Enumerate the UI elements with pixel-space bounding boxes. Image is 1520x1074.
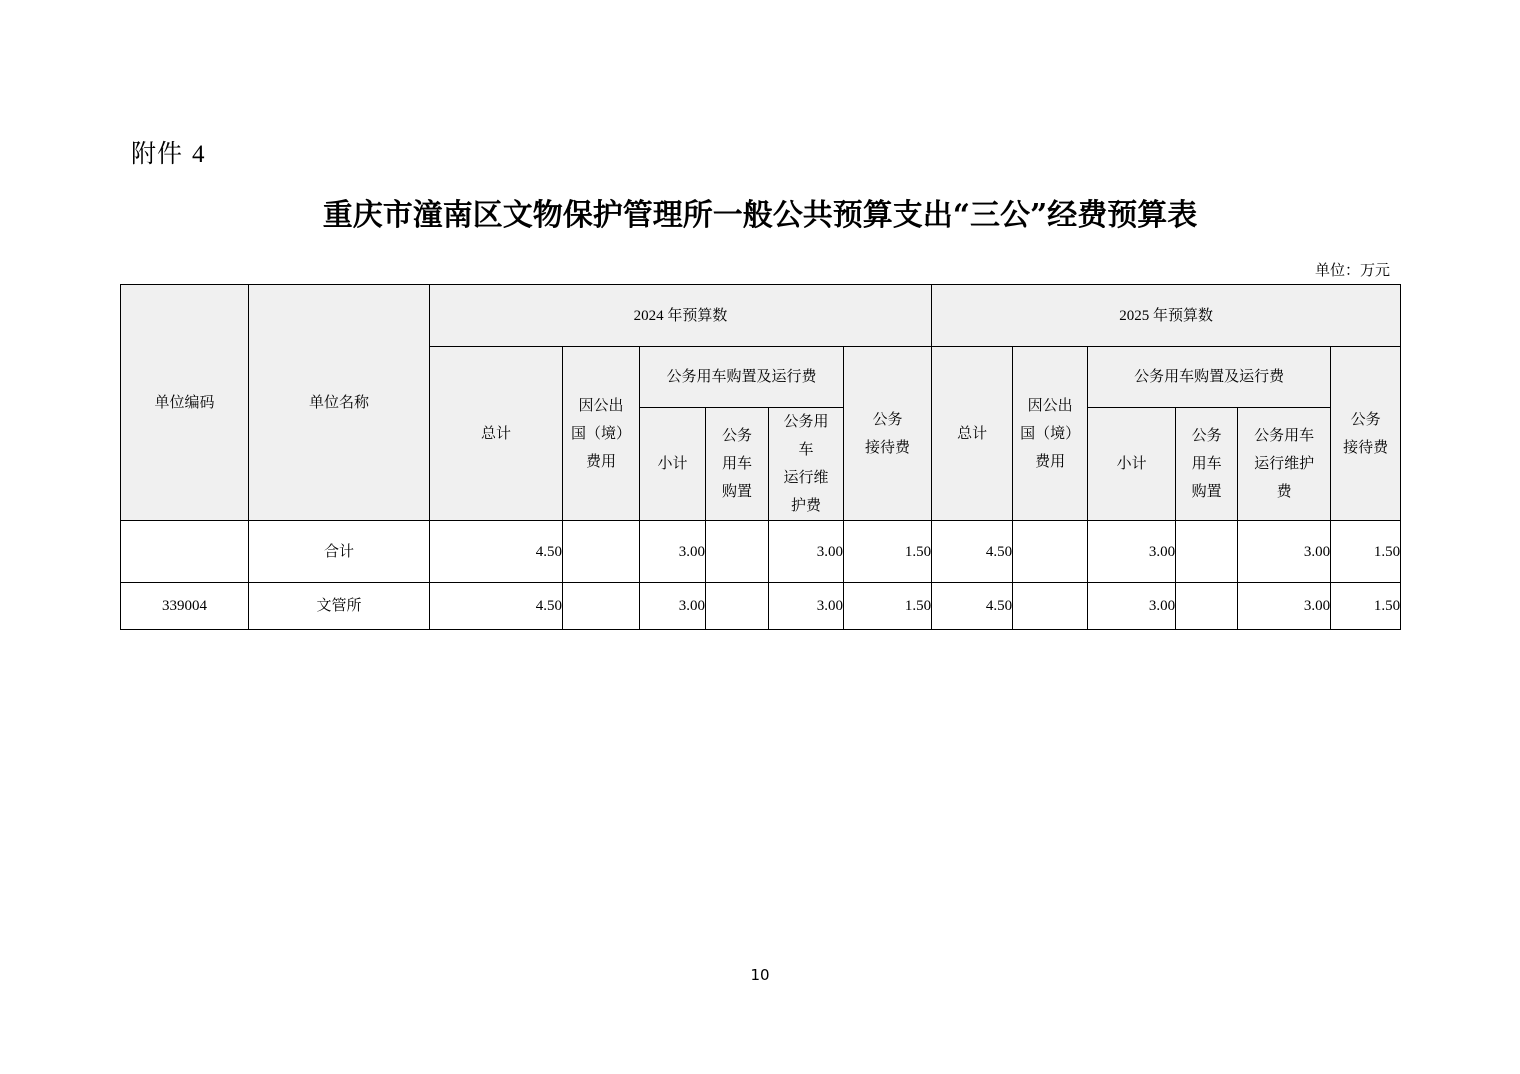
header-2025-abroad-line3: 费用 xyxy=(1035,453,1066,470)
cell-2025-abroad xyxy=(1013,583,1088,630)
header-2025-subtotal: 小计 xyxy=(1088,408,1176,521)
cell-2025-subtotal: 3.00 xyxy=(1088,583,1176,630)
header-2024-vehicle-running-line3: 运行维 xyxy=(783,470,829,486)
header-2024-reception-line2: 接待费 xyxy=(865,439,911,456)
table-row-total xyxy=(121,521,1401,583)
cell-2025-vehicle-running: 3.00 xyxy=(1238,583,1331,630)
header-2024-subtotal: 小计 xyxy=(640,408,706,521)
header-2024-reception xyxy=(844,347,932,521)
cell-2025-reception: 1.50 xyxy=(1331,583,1401,630)
header-2025-abroad xyxy=(1013,347,1088,521)
header-2025-vehicle-purchase-line2: 用车 xyxy=(1191,456,1222,472)
header-unit-name: 单位名称 xyxy=(249,285,430,521)
header-2024-abroad-line2: 国（境） xyxy=(570,425,631,442)
header-year-2024: 2024 年预算数 xyxy=(430,285,932,347)
header-2025-total: 总计 xyxy=(932,347,1013,521)
budget-table xyxy=(120,284,1401,630)
attachment-number: 4 xyxy=(191,141,206,168)
header-2024-vehicle-running-line1: 公务用 xyxy=(783,414,829,430)
header-year-2025: 2025 年预算数 xyxy=(932,285,1401,347)
attachment-label xyxy=(131,134,205,170)
header-2024-vehicle-group: 公务用车购置及运行费 xyxy=(640,347,844,408)
cell-2025-total: 4.50 xyxy=(932,583,1013,630)
cell-unit-name: 合计 xyxy=(249,521,430,583)
header-2024-vehicle-purchase xyxy=(706,408,769,521)
cell-2024-subtotal: 3.00 xyxy=(640,583,706,630)
header-2024-vehicle-purchase-line3: 购置 xyxy=(721,484,752,500)
page-number: 10 xyxy=(750,966,770,984)
cell-unit-name: 文管所 xyxy=(249,583,430,630)
cell-2025-vehicle-purchase xyxy=(1176,583,1238,630)
header-2024-total: 总计 xyxy=(430,347,563,521)
cell-2024-vehicle-running: 3.00 xyxy=(769,583,844,630)
cell-unit-code xyxy=(121,521,249,583)
unit-label: 单位：万元 xyxy=(1314,263,1390,279)
header-2024-reception-line1: 公务 xyxy=(872,411,903,428)
header-2025-reception-line2: 接待费 xyxy=(1343,439,1389,456)
document-title: 重庆市潼南区文物保护管理所一般公共预算支出“三公”经费预算表 xyxy=(322,198,1198,233)
header-2024-vehicle-running xyxy=(769,408,844,521)
header-2024-vehicle-running-line4: 护费 xyxy=(790,498,821,514)
header-unit-code: 单位编码 xyxy=(121,285,249,521)
header-2025-vehicle-purchase-line1: 公务 xyxy=(1191,428,1222,444)
cell-2024-reception: 1.50 xyxy=(844,521,932,583)
cell-2024-abroad xyxy=(563,583,640,630)
table-row xyxy=(121,583,1401,630)
header-row-years xyxy=(121,285,1401,347)
header-2024-vehicle-running-line2: 车 xyxy=(798,442,814,458)
header-2025-vehicle-running-line3: 费 xyxy=(1276,484,1292,500)
header-2025-vehicle-group: 公务用车购置及运行费 xyxy=(1088,347,1331,408)
cell-2025-vehicle-running: 3.00 xyxy=(1238,521,1331,583)
cell-2024-subtotal: 3.00 xyxy=(640,521,706,583)
header-2024-abroad xyxy=(563,347,640,521)
cell-2025-subtotal: 3.00 xyxy=(1088,521,1176,583)
cell-2025-reception: 1.50 xyxy=(1331,521,1401,583)
cell-unit-code: 339004 xyxy=(121,583,249,630)
attachment-text: 附件 xyxy=(131,139,184,168)
header-2024-vehicle-purchase-line1: 公务 xyxy=(721,428,752,444)
cell-2024-vehicle-purchase xyxy=(706,583,769,630)
header-2025-vehicle-running-line1: 公务用车 xyxy=(1254,428,1315,444)
cell-2024-reception: 1.50 xyxy=(844,583,932,630)
cell-2024-total: 4.50 xyxy=(430,583,563,630)
header-2025-reception xyxy=(1331,347,1401,521)
header-2025-reception-line1: 公务 xyxy=(1350,411,1381,428)
cell-2024-vehicle-running: 3.00 xyxy=(769,521,844,583)
cell-2024-abroad xyxy=(563,521,640,583)
header-2025-vehicle-purchase xyxy=(1176,408,1238,521)
header-2024-abroad-line3: 费用 xyxy=(585,453,616,470)
cell-2024-vehicle-purchase xyxy=(706,521,769,583)
header-2025-abroad-line1: 因公出 xyxy=(1027,397,1073,414)
header-2024-vehicle-purchase-line2: 用车 xyxy=(721,456,752,472)
header-2024-abroad-line1: 因公出 xyxy=(578,397,624,414)
header-2025-vehicle-purchase-line3: 购置 xyxy=(1191,484,1222,500)
header-2025-abroad-line2: 国（境） xyxy=(1020,425,1081,442)
cell-2025-vehicle-purchase xyxy=(1176,521,1238,583)
cell-2025-total: 4.50 xyxy=(932,521,1013,583)
header-2025-vehicle-running xyxy=(1238,408,1331,521)
header-2025-vehicle-running-line2: 运行维护 xyxy=(1254,456,1315,472)
cell-2025-abroad xyxy=(1013,521,1088,583)
cell-2024-total: 4.50 xyxy=(430,521,563,583)
